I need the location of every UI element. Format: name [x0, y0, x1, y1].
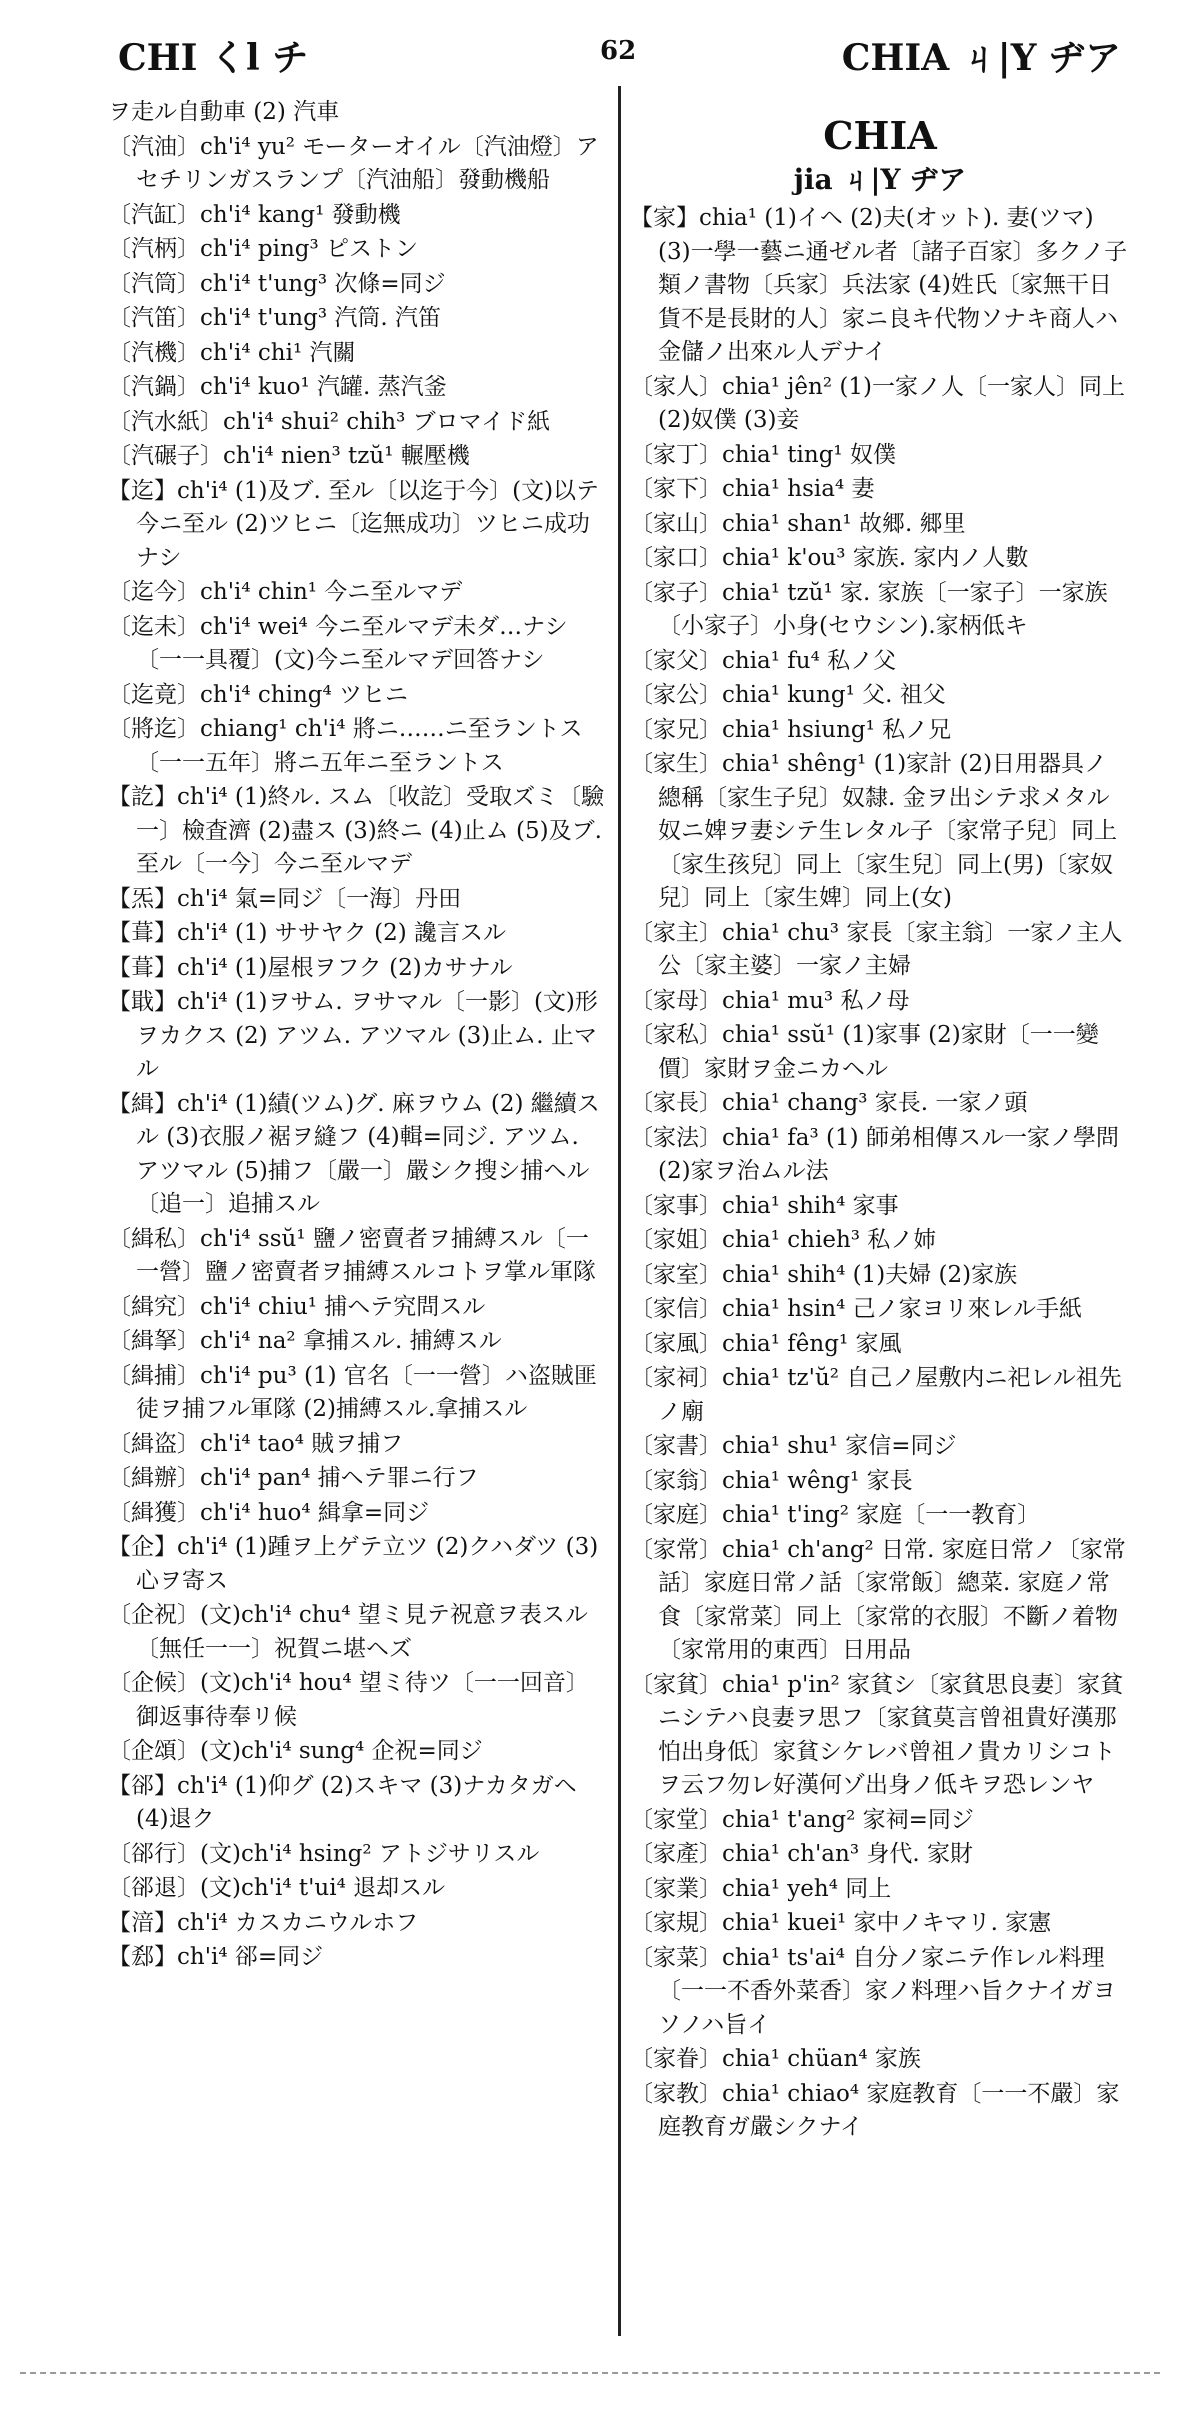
dictionary-entry: 〔家法〕chia¹ fa³ (1) 師弟相傳スル一家ノ學問 (2)家ヲ治ムル法	[630, 1124, 1119, 1184]
dictionary-entry: 〔汽機〕ch'i⁴ chi¹ 汽關	[108, 339, 356, 366]
dictionary-entry: 〔家生〕chia¹ shêng¹ (1)家計 (2)日用器具ノ總稱〔家生子兒〕奴隸. 金ヲ出シテ求メタル奴ニ婢ヲ妻シテ生レタル子〔家常子兒〕同上〔家生孩兒〕同上〔家生兒〕同上(男)〔家奴兒〕同上〔家生婢〕同上(女)	[630, 751, 1118, 911]
dictionary-entry: 〔家公〕chia¹ kung¹ 父. 祖父	[630, 682, 946, 708]
dictionary-entry: 〔家山〕chia¹ shan¹ 故郷. 郷里	[630, 510, 966, 537]
dictionary-entry: 〔家丁〕chia¹ ting¹ 奴僕	[630, 441, 896, 468]
dictionary-entry: ヲ走ル自動車 (2) 汽車	[108, 99, 340, 125]
dictionary-entry: 〔家兄〕chia¹ hsiung¹ 私ノ兄	[630, 716, 952, 743]
dictionary-entry: 〔迄今〕ch'i⁴ chin¹ 今ニ至ルマデ	[108, 579, 463, 605]
dictionary-entry: 〔家母〕chia¹ mu³ 私ノ母	[630, 987, 910, 1014]
right-entries	[630, 202, 1130, 2145]
dictionary-entry: 〔家信〕chia¹ hsin⁴ 己ノ家ヨリ來レル手紙	[630, 1296, 1083, 1322]
dictionary-entry: 〔家菜〕chia¹ ts'ai⁴ 自分ノ家ニテ作レル料理〔一一不香外菜香〕家ノ料理ハ旨クナイガヨソノハ旨イ	[630, 1944, 1116, 2038]
dictionary-entry: 〔家庭〕chia¹ t'ing² 家庭〔一一教育〕	[630, 1502, 1041, 1528]
dictionary-entry: 〔郤退〕(文)ch'i⁴ t'ui⁴ 退却スル	[108, 1875, 446, 1901]
dictionary-entry: 〔汽筒〕ch'i⁴ t'ung³ 次條=同ジ	[108, 270, 446, 297]
dictionary-entry: 【葺】ch'i⁴ (1)屋根ヲフク (2)カサナル	[108, 954, 513, 981]
dictionary-entry: 〔家貧〕chia¹ p'in² 家貧シ〔家貧思良妻〕家貧ニシテハ良妻ヲ思フ〔家貧莫言曾祖貴好漢那怕出身低〕家貧シケレバ曾祖ノ貴カリシコトヲ云フ勿レ好漢何ゾ出身ノ低キヲ恐レンヤ	[630, 1671, 1124, 1798]
dictionary-entry: 〔家主〕chia¹ chu³ 家長〔家主翁〕一家ノ主人公〔家主婆〕一家ノ主婦	[630, 919, 1123, 979]
dictionary-entry: 【葺】ch'i⁴ (1) ササヤク (2) 讒言スル	[108, 920, 506, 946]
dictionary-entry: 〔緝盗〕ch'i⁴ tao⁴ 賊ヲ捕フ	[108, 1430, 404, 1457]
dictionary-entry: 〔家人〕chia¹ jên² (1)一家ノ人〔一家人〕同上 (2)奴僕 (3)妾	[630, 373, 1125, 433]
dictionary-entry: 〔迄竟〕ch'i⁴ ching⁴ ツヒニ	[108, 681, 409, 708]
page-number: 62	[600, 36, 637, 66]
dictionary-entry: 〔汽缸〕ch'i⁴ kang¹ 發動機	[108, 201, 401, 228]
dictionary-entry: 【郄】ch'i⁴ 郤=同ジ	[108, 1944, 324, 1970]
dictionary-entry: 〔家父〕chia¹ fu⁴ 私ノ父	[630, 647, 897, 674]
dictionary-entry: 〔家翁〕chia¹ wêng¹ 家長	[630, 1467, 913, 1494]
dictionary-entry: 【湆】ch'i⁴ カスカニウルホフ	[108, 1909, 419, 1936]
dictionary-entry: 【戢】ch'i⁴ (1)ヲサム. ヲサマル〔一影〕(文)形ヲカクス (2) アツム. アツマル (3)止ム. 止マル	[108, 989, 598, 1082]
bottom-border	[20, 2372, 1160, 2374]
dictionary-entry: 〔迄未〕ch'i⁴ wei⁴ 今ニ至ルマデ未ダ…ナシ〔一一具覆〕(文)今ニ至ルマデ回答ナシ	[108, 613, 568, 673]
dictionary-entry: 〔家長〕chia¹ chang³ 家長. 一家ノ頭	[630, 1090, 1028, 1116]
dictionary-entry: 〔家祠〕chia¹ tz'ŭ² 自己ノ屋敷内ニ祀レル祖先ノ廟	[630, 1365, 1122, 1425]
dictionary-entry: 【炁】ch'i⁴ 氣=同ジ〔一海〕丹田	[108, 885, 462, 912]
dictionary-entry: 〔將迄〕chiang¹ ch'i⁴ 將ニ……ニ至ラントス〔一一五年〕將ニ五年ニ至ラントス	[108, 716, 583, 776]
dictionary-entry: 〔家下〕chia¹ hsia⁴ 妻	[630, 476, 875, 502]
dictionary-entry: 〔家姐〕chia¹ chieh³ 私ノ姉	[630, 1227, 937, 1253]
dictionary-entry: 〔家規〕chia¹ kuei¹ 家中ノキマリ. 家憲	[630, 1910, 1052, 1936]
dictionary-entry: 〔家口〕chia¹ k'ou³ 家族. 家内ノ人數	[630, 545, 1029, 571]
dictionary-entry: 〔緝捕〕ch'i⁴ pu³ (1) 官名〔一一營〕ハ盗賊匪徒ヲ捕フル軍隊 (2)捕縛スル.拿捕スル	[108, 1362, 597, 1422]
dictionary-entry: 【企】ch'i⁴ (1)踵ヲ上ゲテ立ツ (2)クハダツ (3)心ヲ寄ス	[108, 1534, 599, 1594]
left-column	[108, 96, 608, 1976]
dictionary-entry: 〔家堂〕chia¹ t'ang² 家祠=同ジ	[630, 1806, 974, 1833]
dictionary-entry: 〔家產〕chia¹ ch'an³ 身代. 家財	[630, 1841, 973, 1867]
dictionary-entry: 【緝】ch'i⁴ (1)績(ツム)グ. 麻ヲウム (2) 繼續スル (3)衣服ノ裾ヲ縫フ (4)輯=同ジ. アツム. アツマル (5)捕フ〔嚴一〕嚴シク搜シ捕ヘル〔追一〕追捕スル	[108, 1090, 600, 1217]
right-column	[630, 96, 1130, 2146]
header-left-guide: CHI くl チ	[118, 37, 309, 79]
dictionary-entry: 〔汽水紙〕ch'i⁴ shui² chih³ ブロマイド紙	[108, 408, 551, 435]
dictionary-entry: 〔緝獲〕ch'i⁴ huo⁴ 緝拿=同ジ	[108, 1499, 430, 1526]
page-header	[0, 30, 1181, 90]
dictionary-entry: 〔緝拏〕ch'i⁴ na² 拿捕スル. 捕縛スル	[108, 1328, 502, 1354]
dictionary-entry: 【郤】ch'i⁴ (1)仰グ (2)スキマ (3)ナカタガヘ (4)退ク	[108, 1772, 577, 1832]
dictionary-entry: 〔家私〕chia¹ ssŭ¹ (1)家事 (2)家財〔一一變價〕家財ヲ金ニカヘル	[630, 1022, 1099, 1082]
dictionary-entry: 〔汽油〕ch'i⁴ yu² モーターオイル〔汽油燈〕アセチリンガスランプ〔汽油船〕發動機船	[108, 133, 599, 193]
dictionary-entry: 〔家子〕chia¹ tzŭ¹ 家. 家族〔一家子〕一家族〔小家子〕小身(セウシン).家柄低キ	[630, 579, 1108, 639]
dictionary-entry: 〔家常〕chia¹ ch'ang² 日常. 家庭日常ノ〔家常話〕家庭日常ノ話〔家常飯〕總菜. 家庭ノ常食〔家常菜〕同上〔家常的衣服〕不斷ノ着物〔家常用的東西〕日用品	[630, 1536, 1126, 1663]
dictionary-entry: 【迄】ch'i⁴ (1)及ブ. 至ル〔以迄于今〕(文)以テ今ニ至ル (2)ツヒニ〔迄無成功〕ツヒニ成功ナシ	[108, 477, 600, 571]
dictionary-entry: 〔郤行〕(文)ch'i⁴ hsing² アトジサリスル	[108, 1840, 540, 1867]
dictionary-entry: 〔企頌〕(文)ch'i⁴ sung⁴ 企祝=同ジ	[108, 1738, 483, 1764]
dictionary-entry: 〔汽鍋〕ch'i⁴ kuo¹ 汽罐. 蒸汽釜	[108, 374, 447, 400]
dictionary-entry: 〔緝辦〕ch'i⁴ pan⁴ 捕ヘテ罪ニ行フ	[108, 1465, 479, 1491]
section-subtitle: jia ㄐ|Y ヂア	[793, 163, 967, 196]
dictionary-entry: 〔家業〕chia¹ yeh⁴ 同上	[630, 1875, 892, 1902]
dictionary-entry: 〔汽笛〕ch'i⁴ t'ung³ 汽筒. 汽笛	[108, 305, 441, 331]
dictionary-entry: 〔企祝〕(文)ch'i⁴ chu⁴ 望ミ見テ祝意ヲ表スル〔無任一一〕祝賀ニ堪ヘズ	[108, 1602, 588, 1662]
column-divider	[618, 86, 621, 2336]
dictionary-entry: 〔家室〕chia¹ shih⁴ (1)夫婦 (2)家族	[630, 1261, 1018, 1288]
header-right-guide: CHIA ㄐ|Y ヂア	[841, 37, 1121, 79]
dictionary-entry: 〔家眷〕chia¹ chüan⁴ 家族	[630, 2046, 921, 2072]
dictionary-entry: 〔家事〕chia¹ shih⁴ 家事	[630, 1192, 899, 1219]
dictionary-entry: 〔企候〕(文)ch'i⁴ hou⁴ 望ミ待ツ〔一一回音〕御返事待奉リ候	[108, 1670, 589, 1730]
dictionary-entry: 〔汽柄〕ch'i⁴ ping³ ピストン	[108, 236, 419, 262]
dictionary-entry: 〔緝究〕ch'i⁴ chiu¹ 捕ヘテ究問スル	[108, 1293, 486, 1320]
dictionary-entry: 〔家教〕chia¹ chiao⁴ 家庭教育〔一一不嚴〕家庭教育ガ嚴シクナイ	[630, 2080, 1120, 2140]
section-title: CHIA	[823, 113, 937, 158]
dictionary-entry: 〔汽碾子〕ch'i⁴ nien³ tzŭ¹ 輾壓機	[108, 443, 470, 469]
dictionary-entry: 〔家風〕chia¹ fêng¹ 家風	[630, 1330, 902, 1357]
dictionary-entry: 〔緝私〕ch'i⁴ ssŭ¹ 鹽ノ密賣者ヲ捕縛スル〔一一營〕鹽ノ密賣者ヲ捕縛スルコトヲ掌ル軍隊	[108, 1225, 596, 1285]
dictionary-entry: 〔家書〕chia¹ shu¹ 家信=同ジ	[630, 1433, 957, 1459]
dictionary-entry: 【家】chia¹ (1)イヘ (2)夫(オット). 妻(ツマ) (3)一學一藝ニ通ゼル者〔諸子百家〕多クノ子類ノ書物〔兵家〕兵法家 (4)姓氏〔家無干日貨不是長財的人〕家ニ良キ代物ソナキ商人ハ金儲ノ出來ル人デナイ	[630, 205, 1128, 365]
dictionary-entry: 【訖】ch'i⁴ (1)終ル. スム〔收訖〕受取ズミ〔驗一〕檢査濟 (2)盡ス (3)終ニ (4)止ム (5)及ブ. 至ル〔一今〕今ニ至ルマデ	[108, 784, 605, 877]
